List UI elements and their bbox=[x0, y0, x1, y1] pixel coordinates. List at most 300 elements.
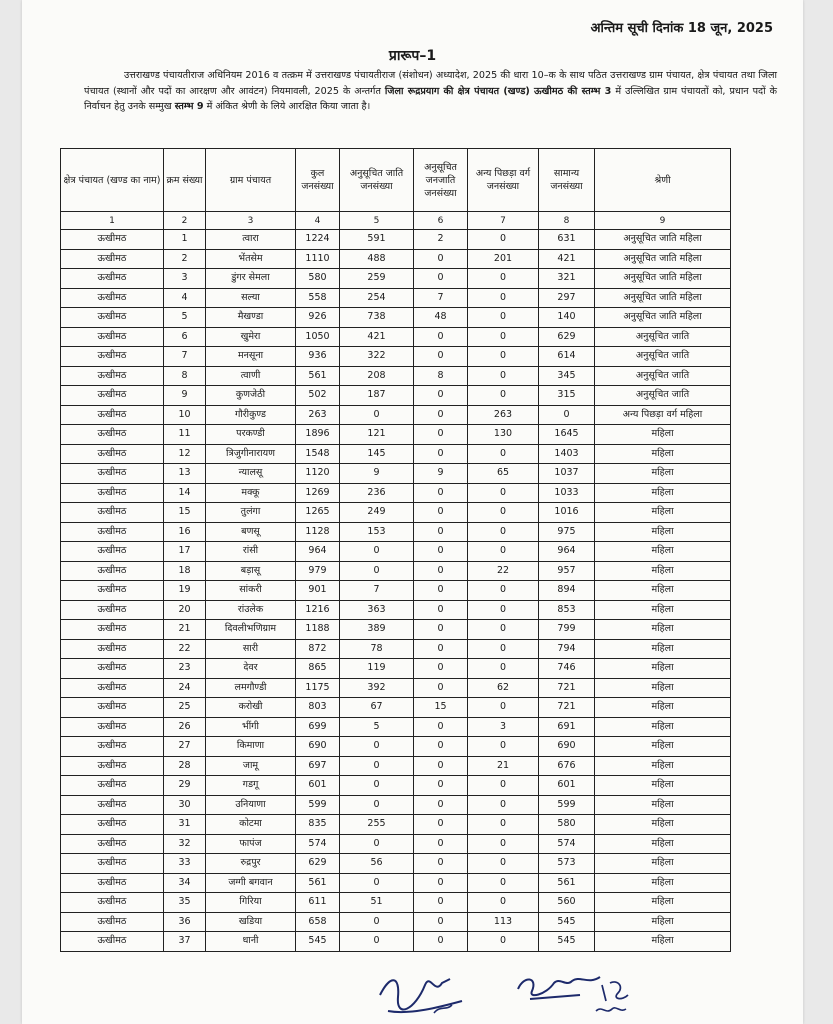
col-header-st: अनुसूचित जनजाति जनसंख्या bbox=[414, 149, 468, 212]
cell-general: 561 bbox=[539, 873, 595, 893]
cell-category: अनुसूचित जाति महिला bbox=[595, 308, 731, 328]
table-row bbox=[61, 542, 731, 562]
cell-general: 721 bbox=[539, 698, 595, 718]
cell-total: 658 bbox=[296, 912, 340, 932]
cell-serial: 17 bbox=[164, 542, 206, 562]
cell-sc: 67 bbox=[340, 698, 414, 718]
cell-village: न्यालसू bbox=[206, 464, 296, 484]
cell-serial: 6 bbox=[164, 327, 206, 347]
cell-general: 140 bbox=[539, 308, 595, 328]
cell-category: अनुसूचित जाति महिला bbox=[595, 249, 731, 269]
cell-village: त्वाणी bbox=[206, 366, 296, 386]
cell-village: सांकरी bbox=[206, 581, 296, 601]
cell-obc: 0 bbox=[468, 659, 539, 679]
cell-st: 0 bbox=[414, 269, 468, 289]
cell-block: ऊखीमठ bbox=[61, 542, 164, 562]
cell-sc: 5 bbox=[340, 717, 414, 737]
cell-general: 957 bbox=[539, 561, 595, 581]
table-row bbox=[61, 327, 731, 347]
cell-general: 746 bbox=[539, 659, 595, 679]
intro-text-2: में उल्लिखित ग्राम पंचायतों को, प्रधान पदों के निर्वाचन हेतु उनके सम्मुख bbox=[84, 85, 777, 112]
cell-village: त्रिजुगीनारायण bbox=[206, 444, 296, 464]
cell-general: 721 bbox=[539, 678, 595, 698]
cell-sc: 78 bbox=[340, 639, 414, 659]
cell-general: 631 bbox=[539, 230, 595, 250]
column-number-row bbox=[61, 212, 731, 230]
cell-block: ऊखीमठ bbox=[61, 347, 164, 367]
cell-category: महिला bbox=[595, 815, 731, 835]
cell-village: मैखण्डा bbox=[206, 308, 296, 328]
cell-obc: 0 bbox=[468, 932, 539, 952]
cell-block: ऊखीमठ bbox=[61, 815, 164, 835]
cell-block: ऊखीमठ bbox=[61, 659, 164, 679]
table-row bbox=[61, 249, 731, 269]
cell-general: 629 bbox=[539, 327, 595, 347]
table-row bbox=[61, 854, 731, 874]
cell-obc: 113 bbox=[468, 912, 539, 932]
cell-block: ऊखीमठ bbox=[61, 854, 164, 874]
cell-serial: 4 bbox=[164, 288, 206, 308]
cell-total: 1896 bbox=[296, 425, 340, 445]
cell-total: 1265 bbox=[296, 503, 340, 523]
table-row bbox=[61, 405, 731, 425]
cell-block: ऊखीमठ bbox=[61, 776, 164, 796]
cell-obc: 201 bbox=[468, 249, 539, 269]
table-row bbox=[61, 561, 731, 581]
cell-obc: 0 bbox=[468, 834, 539, 854]
cell-obc: 0 bbox=[468, 600, 539, 620]
cell-general: 345 bbox=[539, 366, 595, 386]
cell-block: ऊखीमठ bbox=[61, 327, 164, 347]
cell-obc: 0 bbox=[468, 522, 539, 542]
intro-text-3: में अंकित श्रेणी के लिये आरक्षित किया जाता है। bbox=[203, 101, 371, 112]
col-header-sc: अनुसूचित जाति जनसंख्या bbox=[340, 149, 414, 212]
table-row bbox=[61, 756, 731, 776]
cell-serial: 26 bbox=[164, 717, 206, 737]
cell-general: 0 bbox=[539, 405, 595, 425]
cell-general: 794 bbox=[539, 639, 595, 659]
cell-sc: 389 bbox=[340, 620, 414, 640]
cell-block: ऊखीमठ bbox=[61, 308, 164, 328]
cell-obc: 0 bbox=[468, 639, 539, 659]
cell-general: 1645 bbox=[539, 425, 595, 445]
cell-block: ऊखीमठ bbox=[61, 464, 164, 484]
cell-sc: 0 bbox=[340, 912, 414, 932]
col-header-village: ग्राम पंचायत bbox=[206, 149, 296, 212]
table-row bbox=[61, 717, 731, 737]
cell-village: खडिया bbox=[206, 912, 296, 932]
cell-general: 560 bbox=[539, 893, 595, 913]
cell-general: 599 bbox=[539, 795, 595, 815]
cell-obc: 0 bbox=[468, 347, 539, 367]
cell-block: ऊखीमठ bbox=[61, 639, 164, 659]
cell-total: 803 bbox=[296, 698, 340, 718]
table-row bbox=[61, 230, 731, 250]
cell-category: महिला bbox=[595, 620, 731, 640]
cell-st: 0 bbox=[414, 756, 468, 776]
cell-serial: 3 bbox=[164, 269, 206, 289]
cell-sc: 488 bbox=[340, 249, 414, 269]
cell-obc: 0 bbox=[468, 444, 539, 464]
cell-sc: 0 bbox=[340, 542, 414, 562]
cell-village: जामू bbox=[206, 756, 296, 776]
cell-general: 691 bbox=[539, 717, 595, 737]
col-header-serial: क्रम संख्या bbox=[164, 149, 206, 212]
cell-sc: 259 bbox=[340, 269, 414, 289]
cell-serial: 15 bbox=[164, 503, 206, 523]
final-list-date: अन्तिम सूची दिनांक 18 जून, 2025 bbox=[590, 21, 773, 36]
cell-st: 0 bbox=[414, 347, 468, 367]
cell-obc: 0 bbox=[468, 776, 539, 796]
cell-village: उनियाणा bbox=[206, 795, 296, 815]
table-header-row bbox=[61, 149, 731, 212]
cell-sc: 236 bbox=[340, 483, 414, 503]
cell-st: 0 bbox=[414, 854, 468, 874]
cell-category: अनुसूचित जाति bbox=[595, 327, 731, 347]
cell-total: 580 bbox=[296, 269, 340, 289]
cell-serial: 21 bbox=[164, 620, 206, 640]
cell-total: 263 bbox=[296, 405, 340, 425]
cell-serial: 30 bbox=[164, 795, 206, 815]
cell-serial: 23 bbox=[164, 659, 206, 679]
signatures bbox=[360, 965, 660, 1020]
cell-serial: 18 bbox=[164, 561, 206, 581]
cell-obc: 0 bbox=[468, 483, 539, 503]
cell-serial: 9 bbox=[164, 386, 206, 406]
cell-st: 0 bbox=[414, 893, 468, 913]
cell-st: 0 bbox=[414, 717, 468, 737]
cell-serial: 2 bbox=[164, 249, 206, 269]
cell-serial: 37 bbox=[164, 932, 206, 952]
cell-village: देवर bbox=[206, 659, 296, 679]
cell-block: ऊखीमठ bbox=[61, 269, 164, 289]
cell-category: अन्य पिछड़ा वर्ग महिला bbox=[595, 405, 731, 425]
table-row bbox=[61, 269, 731, 289]
column-number: 1 bbox=[61, 212, 164, 230]
cell-category: महिला bbox=[595, 717, 731, 737]
cell-total: 1188 bbox=[296, 620, 340, 640]
cell-serial: 34 bbox=[164, 873, 206, 893]
cell-category: महिला bbox=[595, 444, 731, 464]
cell-sc: 9 bbox=[340, 464, 414, 484]
cell-total: 561 bbox=[296, 873, 340, 893]
cell-sc: 249 bbox=[340, 503, 414, 523]
cell-total: 1216 bbox=[296, 600, 340, 620]
cell-serial: 22 bbox=[164, 639, 206, 659]
cell-st: 0 bbox=[414, 639, 468, 659]
cell-block: ऊखीमठ bbox=[61, 503, 164, 523]
cell-st: 0 bbox=[414, 444, 468, 464]
cell-sc: 145 bbox=[340, 444, 414, 464]
cell-total: 599 bbox=[296, 795, 340, 815]
table-row bbox=[61, 347, 731, 367]
cell-obc: 0 bbox=[468, 873, 539, 893]
cell-st: 15 bbox=[414, 698, 468, 718]
cell-category: अनुसूचित जाति महिला bbox=[595, 230, 731, 250]
cell-st: 0 bbox=[414, 249, 468, 269]
cell-st: 0 bbox=[414, 522, 468, 542]
cell-general: 1033 bbox=[539, 483, 595, 503]
cell-sc: 0 bbox=[340, 776, 414, 796]
cell-general: 545 bbox=[539, 932, 595, 952]
cell-st: 0 bbox=[414, 659, 468, 679]
table-row bbox=[61, 932, 731, 952]
cell-serial: 35 bbox=[164, 893, 206, 913]
cell-general: 574 bbox=[539, 834, 595, 854]
cell-sc: 121 bbox=[340, 425, 414, 445]
cell-village: करोखी bbox=[206, 698, 296, 718]
intro-text-1: उत्तराखण्ड पंचायतीराज अधिनियम 2016 व तत्क्रम में उत्तराखण्ड पंचायतीराज (संशोधन) अध्यादेश, 2025 की धारा 10–क के साथ पठित उत्तराखण्ड ग्राम पंचायत, क्षेत्र पंचायत तथा जिला पंचायत (स्थानों और पदों का आरक्षण और आवंटन) नियमावली, 2025 के अन्तर्गत bbox=[84, 70, 777, 97]
table-row bbox=[61, 308, 731, 328]
table-row bbox=[61, 893, 731, 913]
table-row bbox=[61, 776, 731, 796]
cell-village: गौरीकुण्ड bbox=[206, 405, 296, 425]
cell-obc: 0 bbox=[468, 503, 539, 523]
cell-obc: 0 bbox=[468, 366, 539, 386]
cell-total: 558 bbox=[296, 288, 340, 308]
col-header-total: कुल जनसंख्या bbox=[296, 149, 340, 212]
cell-general: 321 bbox=[539, 269, 595, 289]
cell-category: महिला bbox=[595, 873, 731, 893]
cell-st: 0 bbox=[414, 932, 468, 952]
cell-st: 0 bbox=[414, 600, 468, 620]
cell-sc: 421 bbox=[340, 327, 414, 347]
table-row bbox=[61, 464, 731, 484]
cell-village: भेंतसेम bbox=[206, 249, 296, 269]
col-header-block: क्षेत्र पंचायत (खण्ड का नाम) bbox=[61, 149, 164, 212]
reservation-table bbox=[60, 148, 731, 952]
cell-total: 1175 bbox=[296, 678, 340, 698]
table-row bbox=[61, 288, 731, 308]
column-number: 7 bbox=[468, 212, 539, 230]
cell-village: कोटमा bbox=[206, 815, 296, 835]
cell-total: 697 bbox=[296, 756, 340, 776]
cell-total: 979 bbox=[296, 561, 340, 581]
cell-general: 580 bbox=[539, 815, 595, 835]
cell-st: 0 bbox=[414, 405, 468, 425]
cell-total: 835 bbox=[296, 815, 340, 835]
cell-category: महिला bbox=[595, 483, 731, 503]
cell-category: महिला bbox=[595, 756, 731, 776]
cell-total: 502 bbox=[296, 386, 340, 406]
column-number: 8 bbox=[539, 212, 595, 230]
column-number: 5 bbox=[340, 212, 414, 230]
cell-category: महिला bbox=[595, 698, 731, 718]
column-number: 2 bbox=[164, 212, 206, 230]
table-row bbox=[61, 600, 731, 620]
cell-general: 421 bbox=[539, 249, 595, 269]
cell-obc: 0 bbox=[468, 327, 539, 347]
table-body bbox=[61, 230, 731, 952]
cell-block: ऊखीमठ bbox=[61, 561, 164, 581]
cell-total: 1548 bbox=[296, 444, 340, 464]
cell-village: तुलंगा bbox=[206, 503, 296, 523]
col-header-category: श्रेणी bbox=[595, 149, 731, 212]
cell-st: 0 bbox=[414, 542, 468, 562]
cell-sc: 0 bbox=[340, 561, 414, 581]
cell-sc: 51 bbox=[340, 893, 414, 913]
table-row bbox=[61, 659, 731, 679]
cell-sc: 0 bbox=[340, 834, 414, 854]
cell-block: ऊखीमठ bbox=[61, 230, 164, 250]
cell-total: 611 bbox=[296, 893, 340, 913]
cell-block: ऊखीमठ bbox=[61, 795, 164, 815]
cell-sc: 0 bbox=[340, 405, 414, 425]
cell-serial: 33 bbox=[164, 854, 206, 874]
cell-obc: 0 bbox=[468, 854, 539, 874]
cell-sc: 56 bbox=[340, 854, 414, 874]
cell-general: 676 bbox=[539, 756, 595, 776]
cell-serial: 25 bbox=[164, 698, 206, 718]
cell-st: 0 bbox=[414, 561, 468, 581]
cell-serial: 10 bbox=[164, 405, 206, 425]
cell-total: 1269 bbox=[296, 483, 340, 503]
table-row bbox=[61, 737, 731, 757]
cell-obc: 3 bbox=[468, 717, 539, 737]
cell-block: ऊखीमठ bbox=[61, 737, 164, 757]
cell-village: बड़ासू bbox=[206, 561, 296, 581]
cell-general: 1403 bbox=[539, 444, 595, 464]
cell-obc: 0 bbox=[468, 815, 539, 835]
cell-block: ऊखीमठ bbox=[61, 249, 164, 269]
cell-village: फापंज bbox=[206, 834, 296, 854]
cell-st: 0 bbox=[414, 327, 468, 347]
cell-total: 936 bbox=[296, 347, 340, 367]
cell-block: ऊखीमठ bbox=[61, 581, 164, 601]
signature-1 bbox=[370, 965, 490, 1020]
cell-total: 872 bbox=[296, 639, 340, 659]
cell-sc: 0 bbox=[340, 873, 414, 893]
cell-sc: 0 bbox=[340, 737, 414, 757]
cell-st: 0 bbox=[414, 503, 468, 523]
cell-general: 601 bbox=[539, 776, 595, 796]
cell-total: 926 bbox=[296, 308, 340, 328]
cell-village: डुंगर सेमला bbox=[206, 269, 296, 289]
cell-general: 690 bbox=[539, 737, 595, 757]
cell-obc: 65 bbox=[468, 464, 539, 484]
cell-serial: 5 bbox=[164, 308, 206, 328]
cell-total: 1050 bbox=[296, 327, 340, 347]
cell-village: सल्या bbox=[206, 288, 296, 308]
cell-category: महिला bbox=[595, 464, 731, 484]
cell-category: महिला bbox=[595, 639, 731, 659]
cell-serial: 8 bbox=[164, 366, 206, 386]
cell-st: 0 bbox=[414, 425, 468, 445]
cell-general: 614 bbox=[539, 347, 595, 367]
cell-village: खुमेरा bbox=[206, 327, 296, 347]
cell-village: मक्कू bbox=[206, 483, 296, 503]
table-row bbox=[61, 873, 731, 893]
cell-serial: 14 bbox=[164, 483, 206, 503]
cell-village: कुणजेठी bbox=[206, 386, 296, 406]
cell-serial: 20 bbox=[164, 600, 206, 620]
cell-village: धानी bbox=[206, 932, 296, 952]
cell-general: 297 bbox=[539, 288, 595, 308]
cell-village: भींगी bbox=[206, 717, 296, 737]
cell-block: ऊखीमठ bbox=[61, 678, 164, 698]
cell-category: महिला bbox=[595, 834, 731, 854]
table-row bbox=[61, 834, 731, 854]
table-row bbox=[61, 912, 731, 932]
cell-block: ऊखीमठ bbox=[61, 483, 164, 503]
table-row bbox=[61, 366, 731, 386]
cell-total: 1120 bbox=[296, 464, 340, 484]
cell-sc: 392 bbox=[340, 678, 414, 698]
cell-obc: 0 bbox=[468, 620, 539, 640]
cell-block: ऊखीमठ bbox=[61, 425, 164, 445]
table-row bbox=[61, 678, 731, 698]
cell-total: 901 bbox=[296, 581, 340, 601]
cell-category: अनुसूचित जाति bbox=[595, 386, 731, 406]
column-number: 3 bbox=[206, 212, 296, 230]
cell-category: अनुसूचित जाति bbox=[595, 347, 731, 367]
cell-st: 2 bbox=[414, 230, 468, 250]
cell-obc: 0 bbox=[468, 795, 539, 815]
cell-block: ऊखीमठ bbox=[61, 366, 164, 386]
cell-sc: 363 bbox=[340, 600, 414, 620]
cell-serial: 13 bbox=[164, 464, 206, 484]
intro-bold-2: स्तम्भ 9 bbox=[174, 101, 204, 112]
cell-obc: 0 bbox=[468, 581, 539, 601]
cell-total: 1128 bbox=[296, 522, 340, 542]
cell-category: महिला bbox=[595, 932, 731, 952]
cell-obc: 0 bbox=[468, 698, 539, 718]
table-row bbox=[61, 444, 731, 464]
cell-general: 1016 bbox=[539, 503, 595, 523]
cell-general: 975 bbox=[539, 522, 595, 542]
cell-block: ऊखीमठ bbox=[61, 620, 164, 640]
cell-village: गडगू bbox=[206, 776, 296, 796]
cell-serial: 29 bbox=[164, 776, 206, 796]
cell-general: 1037 bbox=[539, 464, 595, 484]
cell-total: 699 bbox=[296, 717, 340, 737]
cell-village: गिरिया bbox=[206, 893, 296, 913]
cell-village: मनसूना bbox=[206, 347, 296, 367]
cell-total: 574 bbox=[296, 834, 340, 854]
cell-sc: 153 bbox=[340, 522, 414, 542]
cell-category: महिला bbox=[595, 581, 731, 601]
cell-obc: 0 bbox=[468, 542, 539, 562]
cell-block: ऊखीमठ bbox=[61, 405, 164, 425]
cell-sc: 591 bbox=[340, 230, 414, 250]
table-row bbox=[61, 698, 731, 718]
cell-st: 7 bbox=[414, 288, 468, 308]
cell-serial: 7 bbox=[164, 347, 206, 367]
cell-village: रांउलेक bbox=[206, 600, 296, 620]
cell-block: ऊखीमठ bbox=[61, 717, 164, 737]
cell-general: 799 bbox=[539, 620, 595, 640]
cell-block: ऊखीमठ bbox=[61, 444, 164, 464]
cell-st: 8 bbox=[414, 366, 468, 386]
cell-category: महिला bbox=[595, 678, 731, 698]
cell-serial: 28 bbox=[164, 756, 206, 776]
signature-2 bbox=[510, 965, 640, 1020]
cell-category: महिला bbox=[595, 776, 731, 796]
cell-category: महिला bbox=[595, 737, 731, 757]
cell-st: 0 bbox=[414, 386, 468, 406]
cell-block: ऊखीमठ bbox=[61, 288, 164, 308]
cell-st: 0 bbox=[414, 581, 468, 601]
cell-total: 1110 bbox=[296, 249, 340, 269]
cell-obc: 263 bbox=[468, 405, 539, 425]
cell-serial: 24 bbox=[164, 678, 206, 698]
cell-obc: 0 bbox=[468, 737, 539, 757]
cell-village: त्वारा bbox=[206, 230, 296, 250]
cell-sc: 738 bbox=[340, 308, 414, 328]
cell-obc: 62 bbox=[468, 678, 539, 698]
cell-sc: 255 bbox=[340, 815, 414, 835]
table-row bbox=[61, 639, 731, 659]
